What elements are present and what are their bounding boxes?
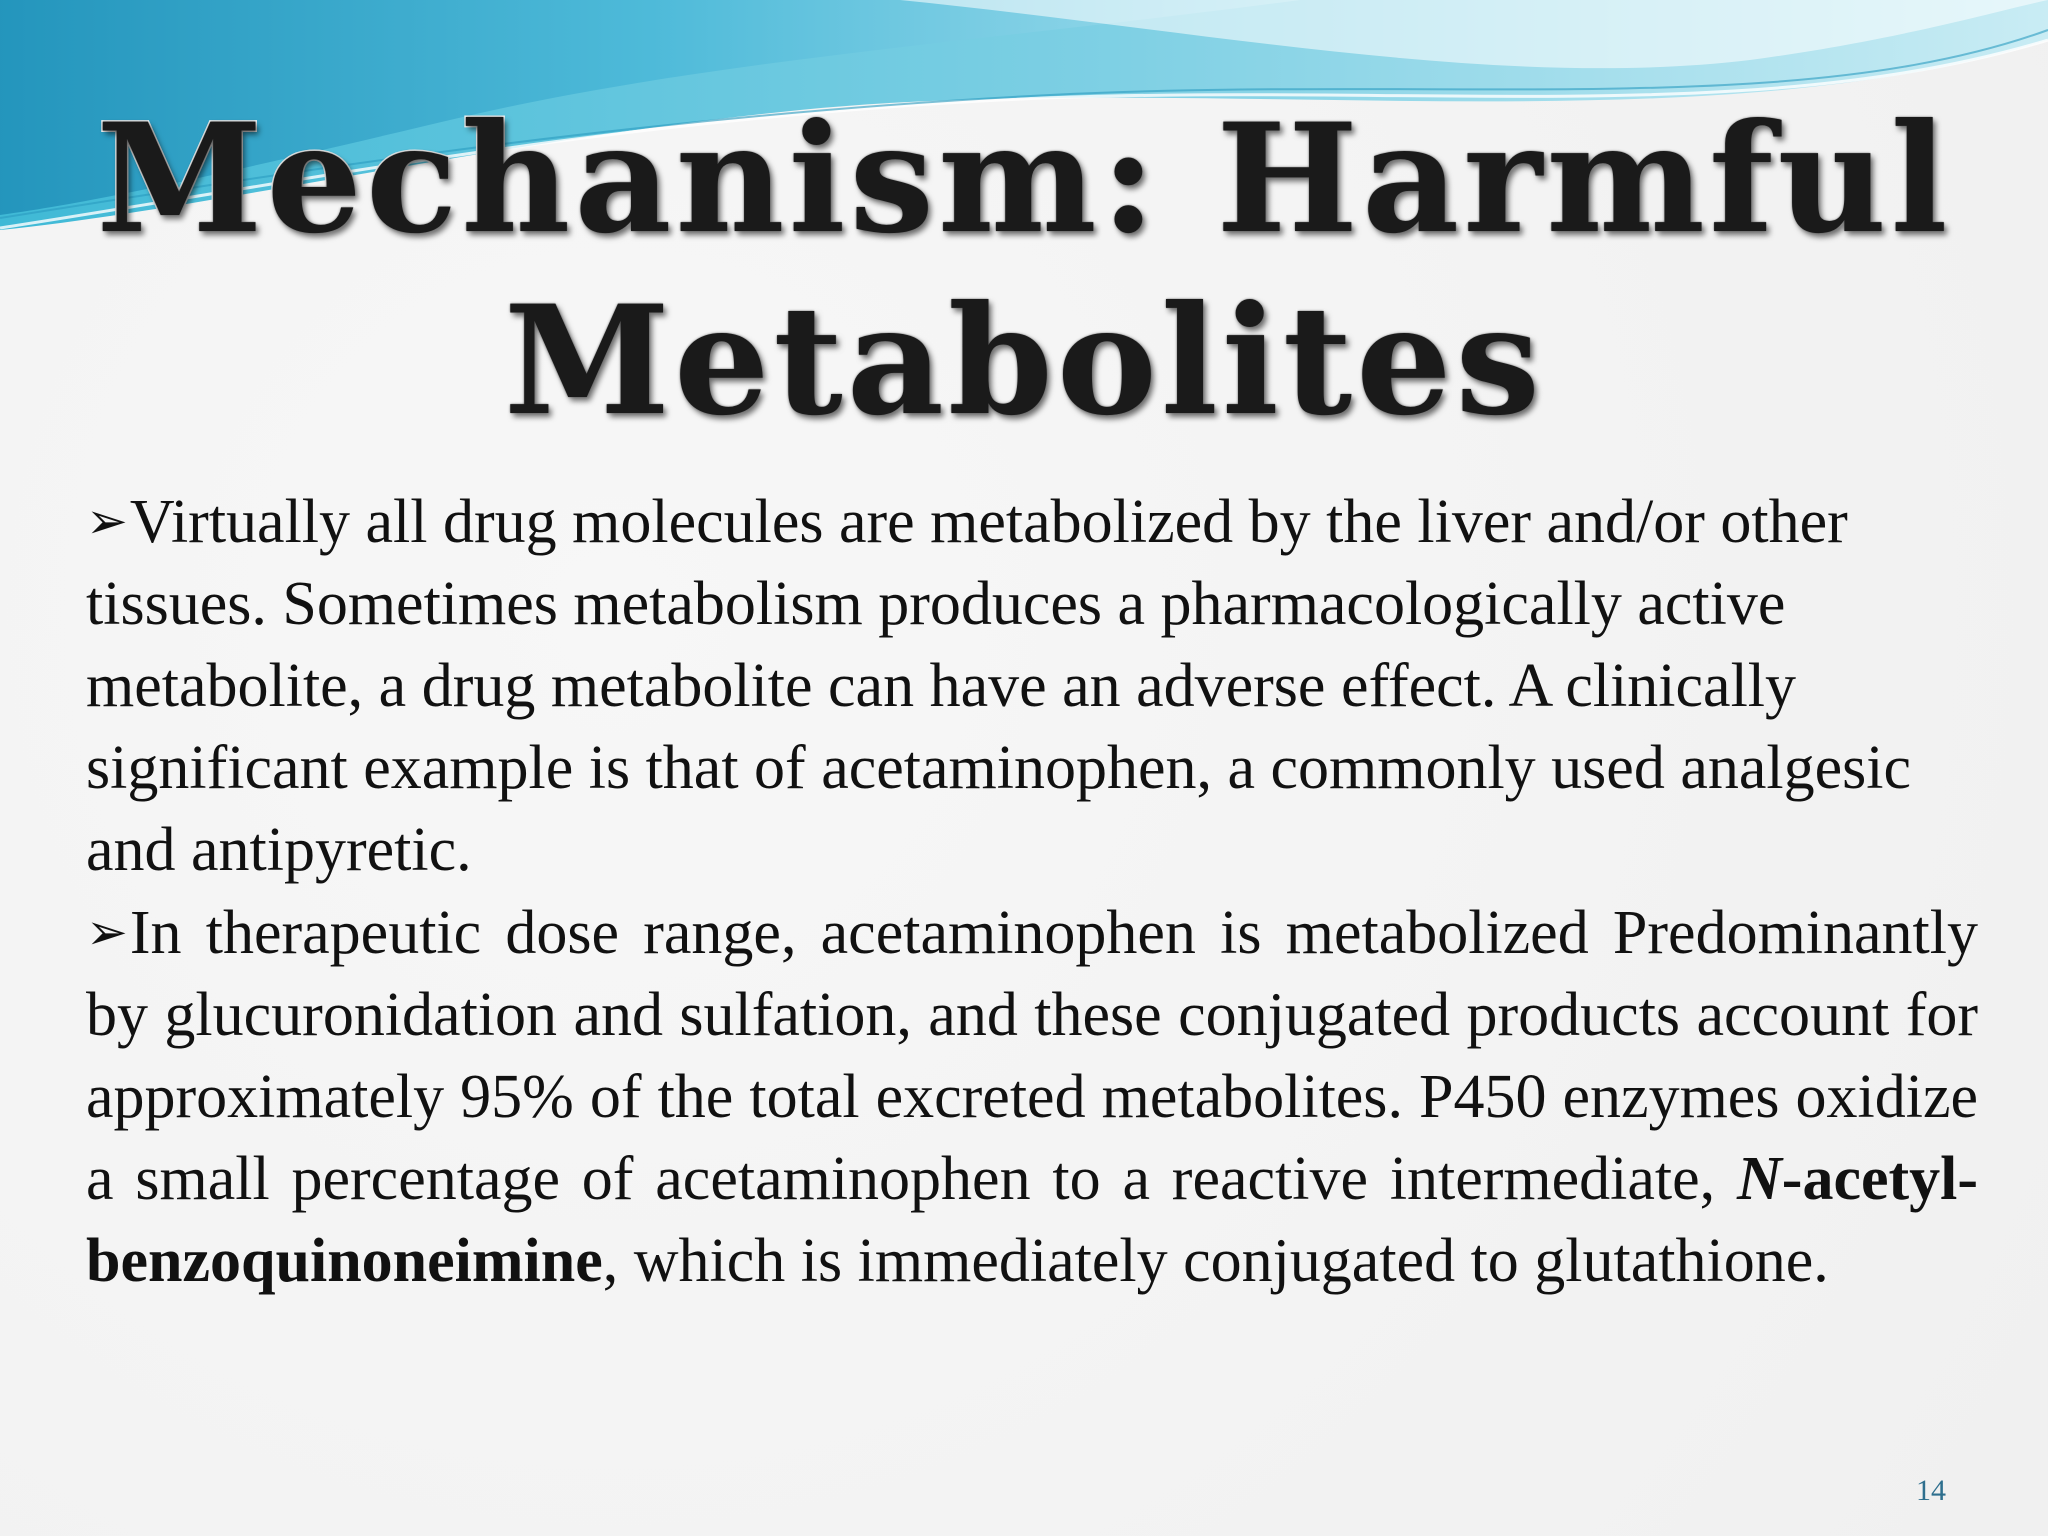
page-number: 14 — [1916, 1474, 1946, 1507]
bullet-paragraph-1 — [86, 480, 1978, 891]
arrow-bullet-icon: ➢ — [86, 492, 128, 550]
title-line-1: Mechanism: Harmful — [96, 91, 1952, 267]
slide-body — [86, 480, 1978, 1302]
paragraph-2-bold-term: -acetyl-benzoquinoneimine — [86, 1145, 1978, 1295]
paragraph-2-text-a: In therapeutic dose range, acetaminophen is metabolized Predominantly by glucuronidation and sulfation, and these conjugated products account for approximately 95% of the total excreted metabolites. P450 enzymes oxidize a small percentage of acetaminophen to a reactive intermediate, — [86, 899, 1978, 1213]
paragraph-2-italic-n: N — [1737, 1145, 1782, 1213]
arrow-bullet-icon: ➢ — [86, 903, 128, 961]
paragraph-1-text: Virtually all drug molecules are metabolized by the liver and/or other tissues. Sometimes metabolism produces a pharmacologically active metabolite, a drug metabolite can have an adverse effect. A clinically significant example is that of acetaminophen, a commonly used analgesic and antipyretic. — [86, 488, 1911, 884]
paragraph-2-text-b: , which is immediately conjugated to glutathione. — [602, 1227, 1829, 1295]
slide-title — [0, 88, 2048, 452]
title-line-2: Metabolites — [503, 273, 1545, 449]
bullet-paragraph-2 — [86, 891, 1978, 1302]
